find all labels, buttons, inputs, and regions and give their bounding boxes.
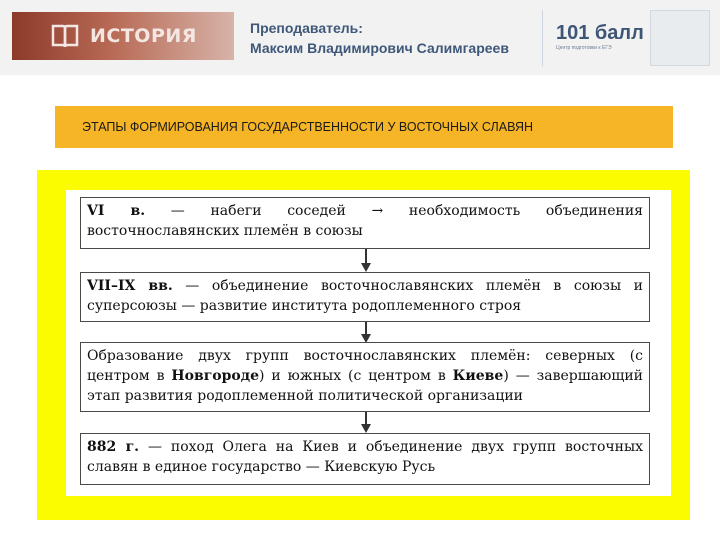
corner-decoration	[650, 10, 710, 66]
stage-box-2	[80, 272, 650, 322]
header-divider	[542, 10, 543, 66]
stage-box-3	[80, 342, 650, 412]
stage-3-text-mid: ) и южных (с центром в	[258, 368, 453, 384]
stage-4-date: 882 г.	[87, 439, 140, 455]
slide-title-bar	[55, 106, 673, 148]
brand-name: 101 балл	[556, 22, 644, 44]
stage-box-1	[80, 197, 650, 249]
stage-3-text-start: Образование двух групп восточнославянских племён: северных (с центром в	[87, 348, 643, 384]
slide-title: ЭТАПЫ ФОРМИРОВАНИЯ ГОСУДАРСТВЕННОСТИ У ВОСТОЧНЫХ СЛАВЯН	[82, 120, 534, 134]
teacher-label: Преподаватель:	[250, 20, 363, 36]
header	[0, 0, 720, 75]
stage-1-date: VI в.	[87, 203, 146, 219]
stage-2-date: VII–IX вв.	[87, 278, 173, 294]
teacher-info	[250, 18, 509, 58]
arrow-3-head	[361, 424, 371, 433]
book-icon	[50, 21, 80, 51]
logo-text: ИСТОРИЯ	[90, 25, 197, 47]
subject-logo	[12, 12, 234, 60]
stage-3-text-end: ) — завершающий этап развития родоплеменной политической организации	[87, 368, 643, 404]
stage-4-text: — поход Олега на Киев и объединение двух групп восточных славян в единое государство — Киевскую Русь	[87, 439, 643, 475]
stage-3-kiev: Киеве	[452, 368, 504, 384]
stage-3-novgorod: Новгороде	[171, 368, 259, 384]
teacher-name: Максим Владимирович Салимгареев	[250, 40, 509, 56]
arrow-1-head	[361, 263, 371, 272]
stage-box-4	[80, 433, 650, 485]
stage-2-text: — объединение восточнославянских племён в союзы и суперсоюзы — развитие института родоплеменного строя	[87, 278, 644, 314]
stage-1-text: — набеги соседей → необходимость объединения восточнославянских племён в союзы	[87, 203, 643, 239]
brand-subtitle: Центр подготовки к ЕГЭ	[556, 45, 612, 51]
brand-logo	[556, 22, 644, 51]
